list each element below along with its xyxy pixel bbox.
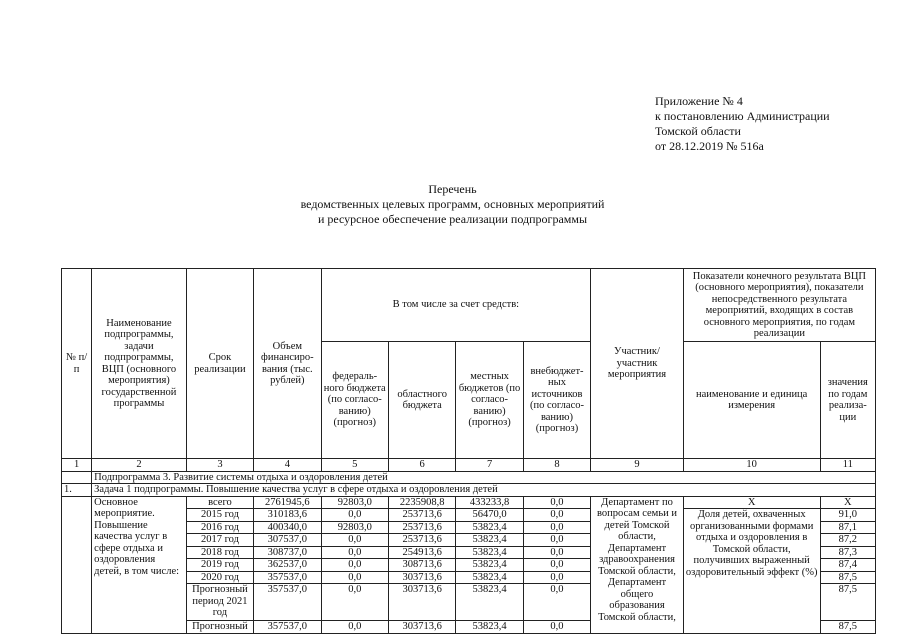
term-cell: Прогнозный (186, 621, 253, 634)
value-cell: 87,3 (820, 546, 875, 559)
volume-cell: 362537,0 (254, 559, 321, 572)
volume-cell: 357537,0 (254, 584, 321, 621)
term-cell: Прогнозный период 2021 год (186, 584, 253, 621)
header-participant: Участник/ участник мероприятия (591, 269, 684, 459)
header-offbudget: внебюджет-ных источников (по согласо-ванию) (прогноз) (523, 342, 590, 459)
local-cell: 53823,4 (456, 534, 523, 547)
local-cell: 53823,4 (456, 546, 523, 559)
regional-cell: 303713,6 (388, 584, 455, 621)
empty-cell (62, 471, 92, 484)
volume-cell: 400340,0 (254, 521, 321, 534)
volume-cell: 357537,0 (254, 621, 321, 634)
title-line-2: ведомственных целевых программ, основных мероприятий (300, 197, 605, 211)
title-line-3: и ресурсное обеспечение реализации подпрограммы (317, 212, 588, 226)
header-federal: федераль-ного бюджета (по согласо-ванию) (прогноз) (321, 342, 388, 459)
header-volume: Объем финансиро-вания (тыс. рублей) (254, 269, 321, 459)
regional-cell: 253713,6 (388, 521, 455, 534)
subprogram-title: Подпрограмма 3. Развитие системы отдыха и оздоровления детей (92, 471, 876, 484)
col-number: 3 (186, 459, 253, 472)
header-regional: областного бюджета (388, 342, 455, 459)
regional-cell: 253713,6 (388, 534, 455, 547)
federal-cell: 0,0 (321, 621, 388, 634)
task-row (62, 484, 876, 497)
program-table (61, 268, 876, 634)
local-cell: 56470,0 (456, 509, 523, 522)
term-cell: 2017 год (186, 534, 253, 547)
local-cell: 53823,4 (456, 521, 523, 534)
local-cell: 53823,4 (456, 559, 523, 572)
federal-cell: 0,0 (321, 534, 388, 547)
col-number: 10 (683, 459, 820, 472)
header-term: Срок реализации (186, 269, 253, 459)
regional-cell: 303713,6 (388, 621, 455, 634)
col-number: 6 (388, 459, 455, 472)
value-cell: 91,0 (820, 509, 875, 522)
local-cell: 53823,4 (456, 621, 523, 634)
indicator-x: Х (683, 496, 820, 509)
col-number: 1 (62, 459, 92, 472)
document-title (0, 182, 905, 227)
offbudget-cell: 0,0 (523, 546, 590, 559)
title-line-1: Перечень (428, 182, 477, 196)
volume-cell: 307537,0 (254, 534, 321, 547)
regional-cell: 2235908,8 (388, 496, 455, 509)
empty-cell (62, 496, 92, 633)
header-name: Наименование подпрограммы, задачи подпрограммы, ВЦП (основного мероприятия) государственной программы (92, 269, 187, 459)
col-number: 8 (523, 459, 590, 472)
appendix-line-1: Приложение № 4 (655, 94, 743, 108)
header-local: местных бюджетов (по согласо-ванию) (прогноз) (456, 342, 523, 459)
volume-cell: 308737,0 (254, 546, 321, 559)
offbudget-cell: 0,0 (523, 621, 590, 634)
offbudget-cell: 0,0 (523, 534, 590, 547)
regional-cell: 303713,6 (388, 571, 455, 584)
federal-cell: 0,0 (321, 559, 388, 572)
value-cell: 87,2 (820, 534, 875, 547)
header-indicator-values: значения по годам реализа-ции (820, 342, 875, 459)
term-cell: 2020 год (186, 571, 253, 584)
participant-cell: Департамент по вопросам семьи и детей Томской области, Департамент здравоохранения Томской области, Департамент общего образования Томской области, (591, 496, 684, 633)
offbudget-cell: 0,0 (523, 571, 590, 584)
volume-cell: 357537,0 (254, 571, 321, 584)
local-cell: 53823,4 (456, 584, 523, 621)
value-cell: 87,5 (820, 584, 875, 621)
header-indicator-name: наименование и единица измерения (683, 342, 820, 459)
local-cell: 53823,4 (456, 571, 523, 584)
appendix-header (655, 94, 830, 154)
offbudget-cell: 0,0 (523, 559, 590, 572)
regional-cell: 308713,6 (388, 559, 455, 572)
appendix-line-4: от 28.12.2019 № 516а (655, 139, 764, 153)
col-number: 2 (92, 459, 187, 472)
term-cell: 2019 год (186, 559, 253, 572)
regional-cell: 254913,6 (388, 546, 455, 559)
offbudget-cell: 0,0 (523, 509, 590, 522)
term-cell: 2015 год (186, 509, 253, 522)
offbudget-cell: 0,0 (523, 521, 590, 534)
table-row (62, 496, 876, 509)
appendix-line-3: Томской области (655, 124, 741, 138)
federal-cell: 0,0 (321, 584, 388, 621)
federal-cell: 92803,0 (321, 521, 388, 534)
value-cell: 87,4 (820, 559, 875, 572)
value-cell: 87,5 (820, 621, 875, 634)
measure-name: Основное мероприятие. Повышение качества услуг в сфере отдыха и оздоровления детей, в том числе: (92, 496, 187, 633)
indicator-name: Доля детей, охваченных организованными формами отдыха и оздоровления в Томской области, получивших выраженный оздоровительный эффект (%) (683, 509, 820, 634)
offbudget-cell: 0,0 (523, 584, 590, 621)
regional-cell: 253713,6 (388, 509, 455, 522)
volume-cell: 2761945,6 (254, 496, 321, 509)
federal-cell: 0,0 (321, 546, 388, 559)
header-row-1 (62, 269, 876, 342)
term-cell: всего (186, 496, 253, 509)
federal-cell: 0,0 (321, 571, 388, 584)
term-cell: 2016 год (186, 521, 253, 534)
value-cell: 87,1 (820, 521, 875, 534)
term-cell: 2018 год (186, 546, 253, 559)
federal-cell: 92803,0 (321, 496, 388, 509)
appendix-line-2: к постановлению Администрации (655, 109, 830, 123)
task-title: Задача 1 подпрограммы. Повышение качества услуг в сфере отдыха и оздоровления детей (92, 484, 876, 497)
value-cell: 87,5 (820, 571, 875, 584)
col-number: 5 (321, 459, 388, 472)
federal-cell: 0,0 (321, 509, 388, 522)
volume-cell: 310183,6 (254, 509, 321, 522)
offbudget-cell: 0,0 (523, 496, 590, 509)
task-number: 1. (62, 484, 92, 497)
col-number: 9 (591, 459, 684, 472)
col-number: 7 (456, 459, 523, 472)
column-numbers-row (62, 459, 876, 472)
col-number: 4 (254, 459, 321, 472)
header-including: В том числе за счет средств: (321, 269, 591, 342)
subprogram-row (62, 471, 876, 484)
value-cell: Х (820, 496, 875, 509)
col-number: 11 (820, 459, 875, 472)
local-cell: 433233,8 (456, 496, 523, 509)
header-indicators: Показатели конечного результата ВЦП (основного мероприятия), показатели непосредственного результата мероприятий, входящих в состав основного мероприятия, по годам реализации (683, 269, 875, 342)
header-num: № п/п (62, 269, 92, 459)
